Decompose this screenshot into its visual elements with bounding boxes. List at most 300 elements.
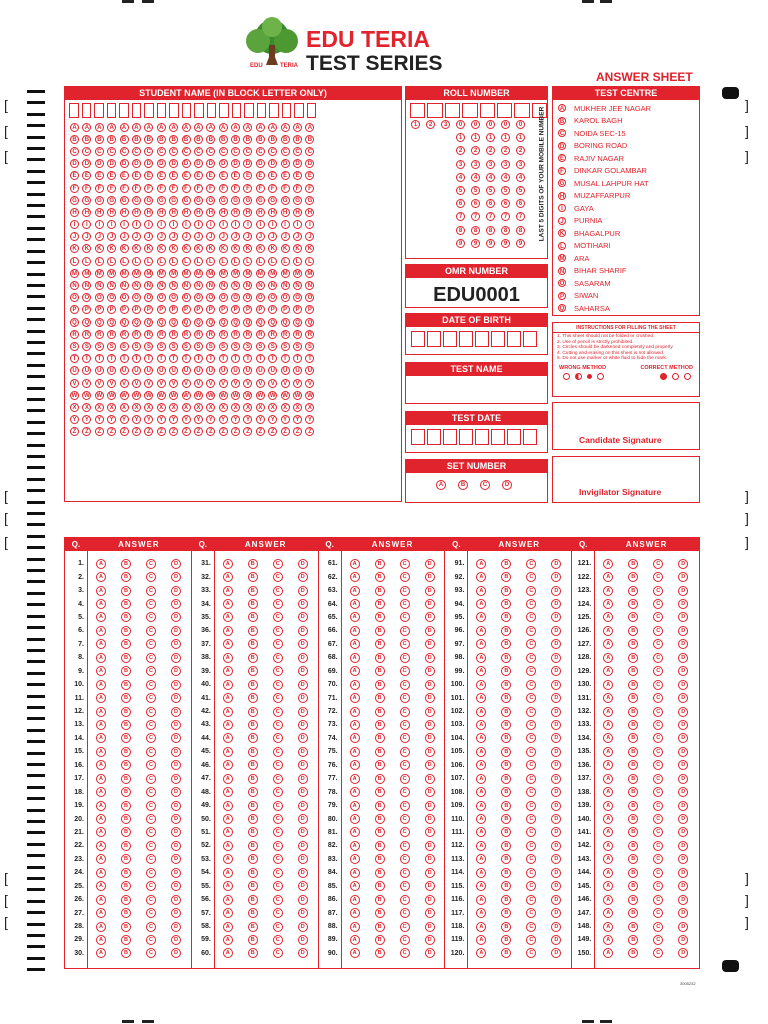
name-bubble[interactable]: G	[194, 196, 203, 205]
name-bubble[interactable]: I	[70, 220, 79, 229]
name-cell[interactable]	[94, 103, 104, 118]
answer-bubble[interactable]: B	[375, 559, 385, 569]
answer-bubble[interactable]: C	[526, 747, 536, 757]
set-option-bubble[interactable]: C	[480, 480, 490, 490]
answer-bubble[interactable]: A	[96, 612, 106, 622]
answer-bubble[interactable]: D	[551, 586, 561, 596]
name-bubble[interactable]: F	[157, 184, 166, 193]
answer-bubble[interactable]: A	[96, 666, 106, 676]
answer-bubble[interactable]: A	[96, 559, 106, 569]
name-bubble[interactable]: G	[182, 196, 191, 205]
answer-bubble[interactable]: A	[223, 693, 233, 703]
answer-bubble[interactable]: C	[400, 693, 410, 703]
answer-bubble[interactable]: C	[653, 720, 663, 730]
answer-bubble[interactable]: A	[350, 801, 360, 811]
name-bubble[interactable]: N	[120, 281, 129, 290]
invigilator-signature-box[interactable]	[552, 456, 700, 503]
answer-bubble[interactable]: A	[223, 733, 233, 743]
answer-bubble[interactable]: C	[526, 760, 536, 770]
name-bubble[interactable]: C	[219, 147, 228, 156]
roll-cell[interactable]	[427, 103, 442, 118]
answer-bubble[interactable]: B	[628, 774, 638, 784]
answer-bubble[interactable]: D	[551, 559, 561, 569]
answer-bubble[interactable]: B	[248, 693, 258, 703]
name-bubble[interactable]: M	[307, 270, 313, 277]
answer-bubble[interactable]: D	[298, 733, 308, 743]
name-bubble[interactable]: O	[70, 293, 79, 302]
answer-bubble[interactable]: D	[171, 895, 181, 905]
answer-bubble[interactable]: C	[146, 626, 156, 636]
answer-bubble[interactable]: D	[298, 680, 308, 690]
name-bubble[interactable]: R	[219, 330, 228, 339]
name-bubble[interactable]: S	[293, 342, 302, 351]
answer-bubble[interactable]: C	[400, 908, 410, 918]
centre-bubble[interactable]: B	[559, 118, 565, 125]
answer-bubble[interactable]: B	[121, 586, 131, 596]
name-bubble[interactable]: D	[305, 159, 314, 168]
dob-cell[interactable]	[459, 331, 473, 347]
name-bubble[interactable]: X	[82, 403, 91, 412]
name-bubble[interactable]: N	[132, 281, 141, 290]
answer-bubble[interactable]: C	[526, 787, 536, 797]
answer-bubble[interactable]: A	[476, 733, 486, 743]
name-bubble[interactable]: V	[256, 379, 265, 388]
answer-bubble[interactable]: D	[171, 733, 181, 743]
name-bubble[interactable]: C	[144, 147, 153, 156]
answer-bubble[interactable]: B	[121, 707, 131, 717]
name-bubble[interactable]: H	[206, 208, 215, 217]
answer-bubble[interactable]: D	[171, 680, 181, 690]
name-bubble[interactable]: D	[82, 159, 91, 168]
name-bubble[interactable]: P	[256, 305, 265, 314]
answer-bubble[interactable]: A	[96, 626, 106, 636]
name-bubble[interactable]: Y	[144, 415, 153, 424]
name-bubble[interactable]: U	[206, 366, 215, 375]
name-bubble[interactable]: O	[120, 293, 129, 302]
test-centre-option[interactable]	[558, 202, 699, 215]
name-cell[interactable]	[244, 103, 254, 118]
answer-bubble[interactable]: C	[526, 559, 536, 569]
answer-bubble[interactable]: C	[146, 895, 156, 905]
name-bubble[interactable]: S	[157, 342, 166, 351]
answer-bubble[interactable]: B	[248, 774, 258, 784]
answer-bubble[interactable]: D	[171, 599, 181, 609]
name-bubble[interactable]: E	[305, 171, 314, 180]
name-bubble[interactable]: X	[231, 403, 240, 412]
answer-bubble[interactable]: A	[476, 841, 486, 851]
answer-bubble[interactable]: A	[603, 827, 613, 837]
answer-bubble[interactable]: C	[400, 814, 410, 824]
name-bubble[interactable]: D	[169, 159, 178, 168]
answer-bubble[interactable]: D	[298, 854, 308, 864]
name-bubble[interactable]: B	[182, 135, 191, 144]
name-bubble[interactable]: C	[182, 147, 191, 156]
name-bubble[interactable]: R	[132, 330, 141, 339]
answer-bubble[interactable]: D	[171, 854, 181, 864]
name-bubble[interactable]: P	[182, 305, 191, 314]
name-bubble[interactable]: Y	[243, 415, 252, 424]
name-cell[interactable]	[144, 103, 154, 118]
answer-bubble[interactable]: D	[678, 908, 688, 918]
answer-bubble[interactable]: B	[248, 922, 258, 932]
name-bubble[interactable]: R	[194, 330, 203, 339]
answer-bubble[interactable]: A	[603, 693, 613, 703]
answer-bubble[interactable]: C	[146, 572, 156, 582]
test-date-cells[interactable]	[406, 425, 547, 445]
answer-bubble[interactable]: A	[96, 747, 106, 757]
name-bubble[interactable]: R	[95, 330, 104, 339]
roll-bubble[interactable]: 2	[471, 146, 480, 155]
name-bubble[interactable]: T	[182, 354, 191, 363]
test-centre-option[interactable]	[558, 115, 699, 128]
answer-bubble[interactable]: D	[425, 559, 435, 569]
centre-bubble[interactable]: I	[558, 204, 566, 212]
name-bubble[interactable]: Z	[169, 427, 178, 436]
centre-bubble[interactable]: A	[559, 106, 565, 113]
answer-bubble[interactable]: D	[171, 814, 181, 824]
name-bubble[interactable]: Y	[231, 415, 240, 424]
name-bubble[interactable]: W	[146, 392, 152, 399]
answer-bubble[interactable]: D	[678, 854, 688, 864]
name-bubble[interactable]: E	[206, 171, 215, 180]
name-bubble[interactable]: J	[120, 232, 129, 241]
roll-bubble[interactable]: 9	[456, 239, 465, 248]
name-bubble[interactable]: O	[293, 293, 302, 302]
name-bubble[interactable]: O	[182, 293, 191, 302]
answer-bubble[interactable]: A	[603, 787, 613, 797]
name-bubble[interactable]: P	[305, 305, 314, 314]
answer-bubble[interactable]: C	[273, 814, 283, 824]
answer-bubble[interactable]: D	[551, 868, 561, 878]
name-bubble[interactable]: L	[169, 257, 178, 266]
name-bubble[interactable]: G	[70, 196, 79, 205]
answer-bubble[interactable]: C	[526, 599, 536, 609]
answer-bubble[interactable]: A	[350, 922, 360, 932]
answer-bubble[interactable]: B	[628, 935, 638, 945]
answer-bubble[interactable]: C	[526, 626, 536, 636]
answer-bubble[interactable]: A	[223, 881, 233, 891]
answer-bubble[interactable]: A	[96, 827, 106, 837]
name-bubble[interactable]: R	[82, 330, 91, 339]
answer-bubble[interactable]: A	[603, 948, 613, 958]
name-bubble[interactable]: F	[281, 184, 290, 193]
answer-bubble[interactable]: B	[248, 572, 258, 582]
answer-bubble[interactable]: A	[350, 612, 360, 622]
answer-bubble[interactable]: C	[526, 935, 536, 945]
name-bubble[interactable]: M	[109, 270, 115, 277]
name-bubble[interactable]: V	[120, 379, 129, 388]
answer-bubble[interactable]: A	[350, 586, 360, 596]
name-bubble[interactable]: R	[305, 330, 314, 339]
answer-bubble[interactable]: C	[526, 693, 536, 703]
answer-bubble[interactable]: B	[375, 922, 385, 932]
name-bubble[interactable]: S	[281, 342, 290, 351]
answer-bubble[interactable]: B	[375, 653, 385, 663]
answer-bubble[interactable]: B	[375, 881, 385, 891]
name-bubble[interactable]: L	[281, 257, 290, 266]
centre-bubble[interactable]: F	[558, 167, 566, 175]
name-bubble[interactable]: A	[120, 123, 129, 132]
name-bubble[interactable]: R	[169, 330, 178, 339]
answer-bubble[interactable]: C	[653, 935, 663, 945]
answer-bubble[interactable]: C	[273, 935, 283, 945]
roll-bubble[interactable]: 9	[486, 239, 495, 248]
answer-bubble[interactable]: B	[501, 922, 511, 932]
answer-bubble[interactable]: B	[501, 693, 511, 703]
name-bubble[interactable]: W	[307, 392, 313, 399]
name-bubble[interactable]: W	[207, 392, 214, 399]
answer-bubble[interactable]: D	[298, 639, 308, 649]
answer-bubble[interactable]: D	[298, 653, 308, 663]
answer-bubble[interactable]: A	[223, 935, 233, 945]
name-bubble[interactable]: Q	[281, 318, 290, 327]
answer-bubble[interactable]: D	[298, 599, 308, 609]
name-bubble[interactable]: C	[243, 147, 252, 156]
answer-bubble[interactable]: D	[551, 612, 561, 622]
name-bubble[interactable]: T	[281, 354, 290, 363]
answer-bubble[interactable]: B	[501, 854, 511, 864]
name-bubble[interactable]: G	[281, 196, 290, 205]
name-bubble[interactable]: L	[293, 257, 302, 266]
answer-bubble[interactable]: D	[298, 707, 308, 717]
answer-bubble[interactable]: C	[526, 666, 536, 676]
answer-bubble[interactable]: A	[476, 922, 486, 932]
name-bubble[interactable]: M	[245, 270, 251, 277]
answer-bubble[interactable]: B	[248, 626, 258, 636]
answer-bubble[interactable]: A	[350, 895, 360, 905]
name-bubble[interactable]: M	[84, 270, 90, 277]
name-bubble[interactable]: C	[169, 147, 178, 156]
answer-bubble[interactable]: B	[248, 908, 258, 918]
answer-bubble[interactable]: C	[146, 922, 156, 932]
name-bubble[interactable]: A	[305, 123, 314, 132]
answer-bubble[interactable]: A	[476, 814, 486, 824]
answer-bubble[interactable]: C	[526, 680, 536, 690]
answer-bubble[interactable]: B	[375, 693, 385, 703]
name-bubble[interactable]: F	[120, 184, 129, 193]
answer-bubble[interactable]: A	[603, 733, 613, 743]
test-date-cell[interactable]	[427, 429, 441, 445]
answer-bubble[interactable]: C	[400, 801, 410, 811]
answer-bubble[interactable]: C	[146, 653, 156, 663]
name-bubble[interactable]: X	[169, 403, 178, 412]
answer-bubble[interactable]: B	[248, 801, 258, 811]
answer-bubble[interactable]: C	[526, 653, 536, 663]
answer-bubble[interactable]: C	[653, 814, 663, 824]
answer-bubble[interactable]: A	[603, 881, 613, 891]
answer-bubble[interactable]: C	[400, 572, 410, 582]
name-bubble[interactable]: K	[194, 244, 203, 253]
answer-bubble[interactable]: B	[375, 586, 385, 596]
name-bubble[interactable]: X	[144, 403, 153, 412]
name-bubble[interactable]: U	[70, 366, 79, 375]
name-bubble[interactable]: V	[95, 379, 104, 388]
centre-bubble[interactable]: M	[559, 256, 565, 263]
answer-bubble[interactable]: C	[273, 666, 283, 676]
name-bubble[interactable]: N	[144, 281, 153, 290]
name-bubble[interactable]: Z	[231, 427, 240, 436]
name-bubble[interactable]: P	[144, 305, 153, 314]
answer-bubble[interactable]: B	[375, 827, 385, 837]
answer-bubble[interactable]: C	[653, 881, 663, 891]
answer-bubble[interactable]: C	[273, 559, 283, 569]
name-bubble[interactable]: B	[120, 135, 129, 144]
answer-bubble[interactable]: A	[350, 841, 360, 851]
name-bubble[interactable]: C	[157, 147, 166, 156]
name-bubble[interactable]: F	[293, 184, 302, 193]
name-bubble[interactable]: H	[107, 208, 116, 217]
name-bubble[interactable]: Q	[256, 318, 265, 327]
name-bubble[interactable]: D	[107, 159, 116, 168]
name-bubble[interactable]: C	[281, 147, 290, 156]
answer-bubble[interactable]: A	[476, 948, 486, 958]
name-bubble[interactable]: H	[281, 208, 290, 217]
answer-bubble[interactable]: B	[628, 948, 638, 958]
answer-bubble[interactable]: D	[551, 922, 561, 932]
answer-bubble[interactable]: B	[628, 572, 638, 582]
name-bubble[interactable]: D	[219, 159, 228, 168]
answer-bubble[interactable]: B	[248, 612, 258, 622]
name-bubble[interactable]: B	[256, 135, 265, 144]
answer-bubble[interactable]: C	[400, 559, 410, 569]
name-bubble[interactable]: N	[169, 281, 178, 290]
answer-bubble[interactable]: C	[526, 827, 536, 837]
name-bubble[interactable]: R	[243, 330, 252, 339]
answer-bubble[interactable]: B	[628, 599, 638, 609]
name-bubble[interactable]: L	[107, 257, 116, 266]
answer-bubble[interactable]: D	[171, 881, 181, 891]
name-bubble[interactable]: N	[206, 281, 215, 290]
roll-bubble[interactable]: 4	[456, 173, 465, 182]
name-bubble[interactable]: F	[169, 184, 178, 193]
name-bubble[interactable]: L	[157, 257, 166, 266]
roll-bubble[interactable]: 2	[486, 146, 495, 155]
answer-bubble[interactable]: D	[678, 586, 688, 596]
name-bubble[interactable]: X	[206, 403, 215, 412]
answer-bubble[interactable]: D	[551, 908, 561, 918]
name-bubble[interactable]: Q	[82, 318, 91, 327]
name-bubble[interactable]: I	[268, 220, 277, 229]
answer-bubble[interactable]: C	[653, 639, 663, 649]
name-cell[interactable]	[232, 103, 242, 118]
answer-bubble[interactable]: C	[526, 948, 536, 958]
name-bubble[interactable]: A	[268, 123, 277, 132]
answer-bubble[interactable]: B	[375, 948, 385, 958]
name-bubble[interactable]: J	[157, 232, 166, 241]
answer-bubble[interactable]: D	[171, 827, 181, 837]
answer-bubble[interactable]: D	[425, 787, 435, 797]
name-bubble[interactable]: J	[107, 232, 116, 241]
roll-bubble[interactable]: 0	[501, 120, 510, 129]
name-bubble[interactable]: Q	[293, 318, 302, 327]
name-bubble[interactable]: S	[144, 342, 153, 351]
name-bubble[interactable]: F	[182, 184, 191, 193]
answer-bubble[interactable]: B	[628, 787, 638, 797]
name-bubble[interactable]: H	[82, 208, 91, 217]
name-bubble[interactable]: F	[219, 184, 228, 193]
name-bubble[interactable]: S	[82, 342, 91, 351]
answer-bubble[interactable]: B	[628, 760, 638, 770]
answer-bubble[interactable]: B	[248, 747, 258, 757]
answer-bubble[interactable]: B	[121, 680, 131, 690]
answer-bubble[interactable]: A	[476, 881, 486, 891]
answer-bubble[interactable]: B	[628, 666, 638, 676]
name-bubble[interactable]: L	[231, 257, 240, 266]
test-date-cell[interactable]	[507, 429, 521, 445]
answer-bubble[interactable]: A	[603, 559, 613, 569]
answer-bubble[interactable]: D	[678, 922, 688, 932]
answer-bubble[interactable]: C	[653, 747, 663, 757]
name-bubble[interactable]: I	[293, 220, 302, 229]
answer-bubble[interactable]: C	[400, 680, 410, 690]
answer-bubble[interactable]: C	[146, 720, 156, 730]
name-bubble[interactable]: K	[95, 244, 104, 253]
name-bubble[interactable]: V	[182, 379, 191, 388]
name-bubble[interactable]: Q	[107, 318, 116, 327]
answer-bubble[interactable]: B	[501, 733, 511, 743]
name-bubble[interactable]: A	[107, 123, 116, 132]
answer-bubble[interactable]: D	[678, 895, 688, 905]
answer-bubble[interactable]: C	[653, 827, 663, 837]
answer-bubble[interactable]: B	[375, 626, 385, 636]
name-bubble[interactable]: S	[120, 342, 129, 351]
answer-bubble[interactable]: D	[425, 935, 435, 945]
answer-bubble[interactable]: A	[476, 612, 486, 622]
name-bubble[interactable]: Q	[268, 318, 277, 327]
name-bubble[interactable]: X	[95, 403, 104, 412]
name-bubble[interactable]: W	[282, 392, 288, 399]
answer-bubble[interactable]: B	[375, 572, 385, 582]
roll-bubble[interactable]: 5	[501, 186, 510, 195]
answer-bubble[interactable]: D	[171, 586, 181, 596]
answer-bubble[interactable]: C	[653, 653, 663, 663]
answer-bubble[interactable]: B	[375, 814, 385, 824]
answer-bubble[interactable]: A	[476, 854, 486, 864]
answer-bubble[interactable]: B	[248, 935, 258, 945]
roll-bubble[interactable]: 8	[471, 226, 480, 235]
name-bubble[interactable]: W	[108, 392, 115, 399]
answer-bubble[interactable]: A	[603, 868, 613, 878]
answer-bubble[interactable]: B	[121, 653, 131, 663]
answer-bubble[interactable]: C	[273, 720, 283, 730]
answer-bubble[interactable]: C	[526, 922, 536, 932]
answer-bubble[interactable]: A	[96, 935, 106, 945]
answer-bubble[interactable]: C	[146, 680, 156, 690]
answer-bubble[interactable]: D	[425, 801, 435, 811]
name-bubble[interactable]: K	[305, 244, 314, 253]
roll-bubble[interactable]: 2	[501, 146, 510, 155]
answer-bubble[interactable]: B	[628, 586, 638, 596]
roll-bubble[interactable]: 8	[516, 226, 525, 235]
name-bubble[interactable]: E	[70, 171, 79, 180]
answer-bubble[interactable]: D	[425, 666, 435, 676]
name-bubble[interactable]: A	[206, 123, 215, 132]
name-bubble[interactable]: C	[231, 147, 240, 156]
answer-bubble[interactable]: A	[603, 666, 613, 676]
name-bubble[interactable]: M	[183, 270, 189, 277]
name-bubble[interactable]: I	[206, 220, 215, 229]
answer-bubble[interactable]: A	[223, 720, 233, 730]
answer-bubble[interactable]: B	[248, 666, 258, 676]
answer-bubble[interactable]: C	[400, 922, 410, 932]
name-bubble[interactable]: G	[219, 196, 228, 205]
roll-bubble[interactable]: 6	[456, 199, 465, 208]
name-bubble[interactable]: T	[120, 354, 129, 363]
name-bubble[interactable]: W	[158, 392, 165, 399]
centre-bubble[interactable]: L	[558, 242, 566, 250]
name-bubble[interactable]: O	[82, 293, 91, 302]
name-bubble[interactable]: A	[281, 123, 290, 132]
